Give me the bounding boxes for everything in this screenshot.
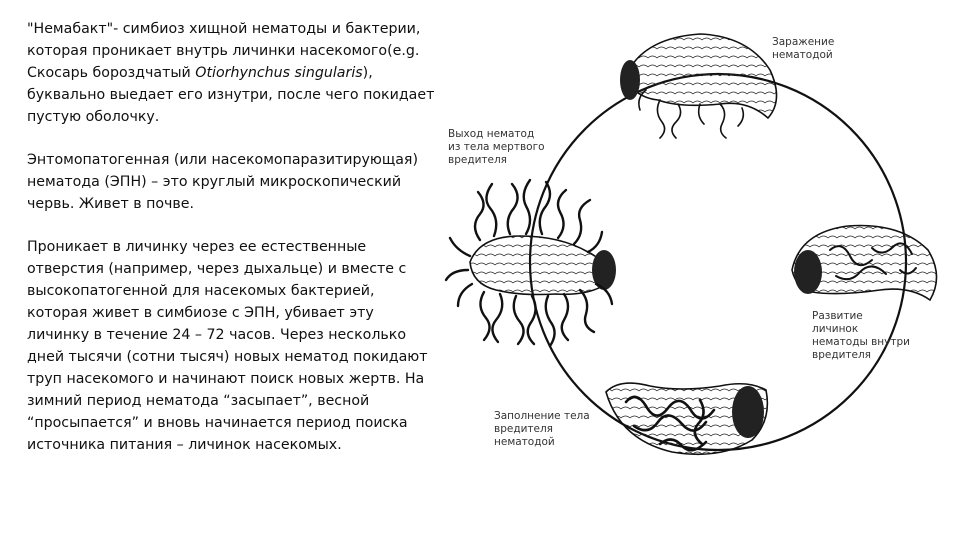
larva-filling-illustration bbox=[606, 383, 767, 454]
p1-end: ), буквально выедает его изнутри, после чего покидает пустую оболочку. bbox=[27, 65, 435, 125]
label-exit: Выход нематод из тела мертвого вредителя bbox=[448, 128, 545, 166]
label-filling: Заполнение тела вредителя нематодой bbox=[494, 410, 590, 448]
paragraph-epn: Энтомопатогенная (или насекомопаразитирующая) нематода (ЭПН) – это круглый микроскопический червь. Живет в почве. bbox=[27, 152, 418, 212]
paragraph-infection-process: Проникает в личинку через ее естественные отверстия (например, через дыхальце) и вместе с высокопатогенной для насекомых бактерией, которая живет в симбиозе с ЭПН, убивает эту личинку в течение 24 – 72 часов. Через несколько дней тысячи (сотни тысяч) новых нематод покидают труп насекомого и начинают поиск новых жертв. На зимний период нематода “засыпает”, весной “просыпается” и вновь начинается период поиска источника питания – личинок насекомых. bbox=[27, 239, 428, 453]
label-infection: Заражение нематодой bbox=[772, 36, 835, 61]
larva-infection-illustration bbox=[620, 34, 777, 138]
species-name: Otiorhynchus singularis bbox=[195, 65, 363, 81]
larva-exit-illustration bbox=[446, 180, 616, 346]
p1-start: "Немабакт"- симбиоз хищной нематоды и бактерии, которая проникает внутрь личинки насекомого(e.g. Скосарь бороздчатый bbox=[27, 21, 421, 81]
label-development: Развитие личинок нематоды внутри вредителя bbox=[812, 310, 910, 361]
larva-development-illustration bbox=[792, 226, 937, 301]
